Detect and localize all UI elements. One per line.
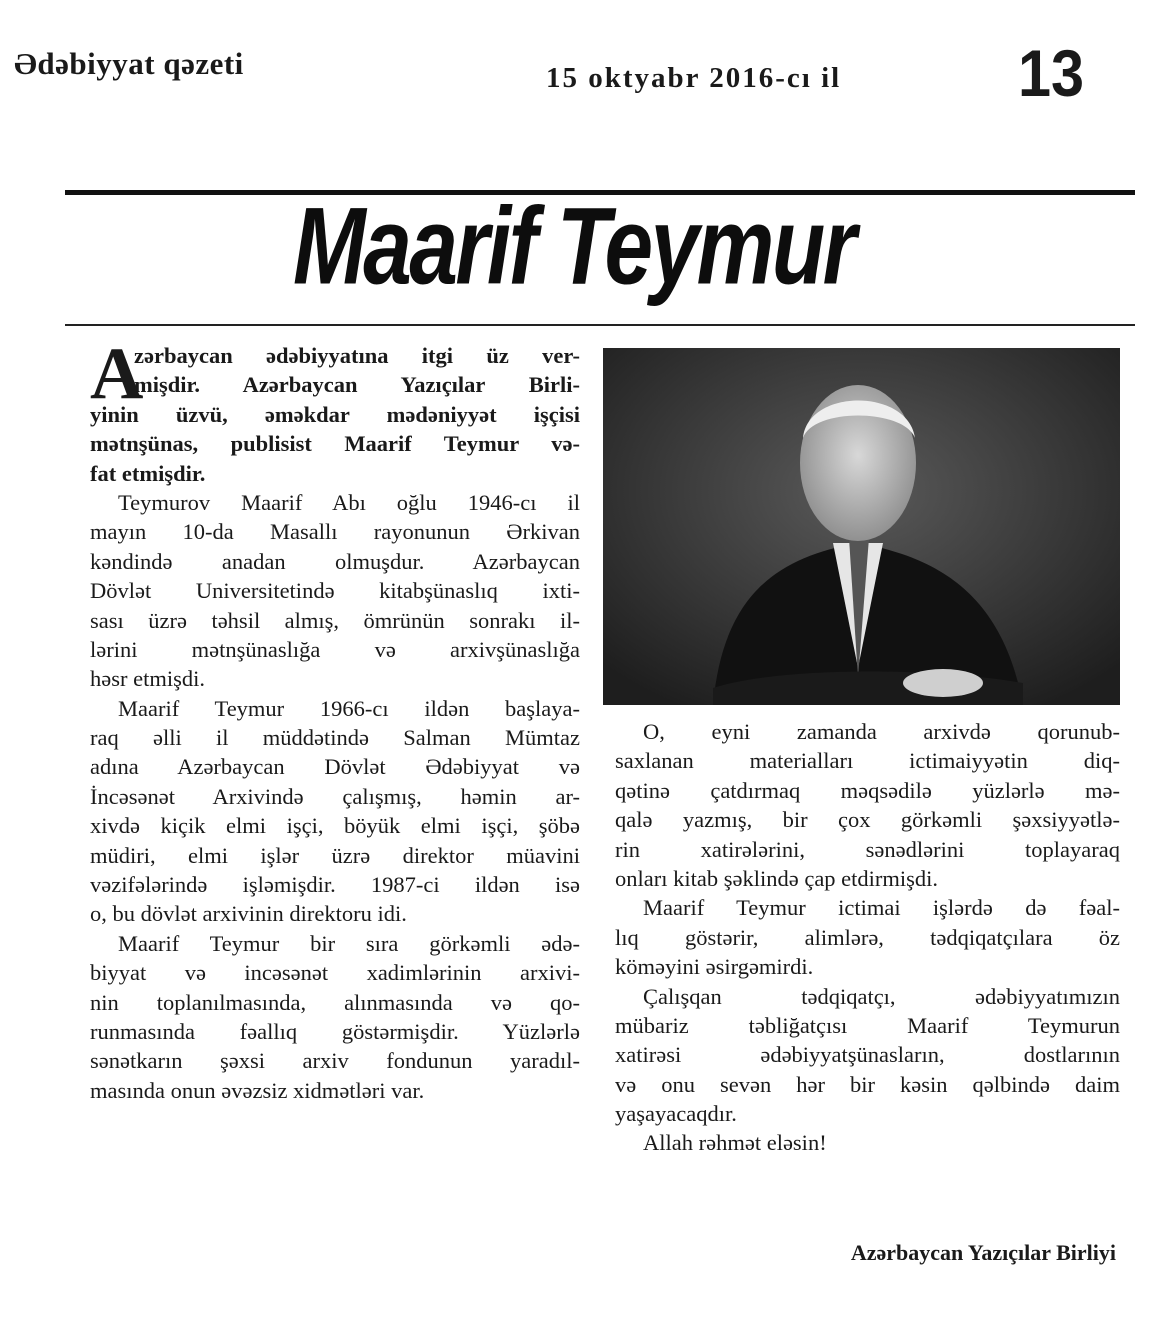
- text-line: Maarif Teymur ictimai işlərdə də fəal-: [643, 895, 1120, 921]
- paragraph: [615, 982, 1120, 1129]
- left-body: [90, 488, 580, 1105]
- text-line: kəndində anadan olmuşdur. Azərbaycan: [90, 548, 580, 574]
- text-line: köməyini əsirgəmirdi.: [615, 954, 814, 980]
- paragraph: [615, 1128, 1120, 1157]
- text-line: İncəsənət Arxivində çalışmış, həmin ar-: [90, 783, 580, 809]
- paragraph: [90, 488, 580, 694]
- newspaper-name: Ədəbiyyat qəzeti: [14, 46, 244, 81]
- text-line: O, eyni zamanda arxivdə qorunub-: [643, 719, 1120, 744]
- text-line: masında onun əvəzsiz xidmətləri var.: [90, 1077, 425, 1103]
- text-line: biyyat və incəsənət xadimlərinin arxivi-: [90, 960, 580, 986]
- text-line: zərbaycan ədəbiyyatına itgi üz ver-: [134, 343, 580, 368]
- text-line: vəzifələrində işləmişdir. 1987-ci ildən isə: [90, 872, 580, 898]
- text-line: və onu sevən hər bir kəsin qəlbində daim: [615, 1071, 1120, 1097]
- text-line: o, bu dövlət arxivinin direktoru idi.: [90, 901, 407, 927]
- text-line: onları kitab şəklində çap etdirmişdi.: [615, 865, 939, 891]
- text-line: runmasında fəallıq göstərmişdir. Yüzlərlə: [90, 1018, 580, 1044]
- text-line: mətnşünas, publisist Maarif Teymur və-: [90, 431, 580, 457]
- text-line: saxlanan materialları ictimaiyyətin diq-: [615, 748, 1120, 774]
- text-line: raq əlli il müddətində Salman Mümtaz: [90, 725, 580, 751]
- text-line: Maarif Teymur 1966-cı ildən başlaya-: [118, 695, 580, 721]
- text-line: xivdə kiçik elmi işçi, böyük elmi işçi, şöbə: [90, 813, 580, 839]
- paragraph: [615, 893, 1120, 981]
- portrait-image: [603, 348, 1120, 705]
- issue-date: 15 oktyabr 2016-cı il: [546, 62, 842, 94]
- page-number: 13: [1018, 36, 1085, 110]
- left-column: [90, 333, 580, 1105]
- drop-cap: A: [90, 333, 144, 415]
- text-line: müdiri, elmi işlər üzrə direktor müavini: [90, 842, 580, 868]
- text-line: Çalışqan tədqiqatçı, ədəbiyyatımızın: [643, 983, 1120, 1009]
- paragraph: [90, 694, 580, 929]
- text-line: nin toplanılmasında, alınmasında və qo-: [90, 989, 580, 1015]
- text-line: yinin üzvü, əməkdar mədəniyyət işçisi: [90, 401, 580, 427]
- text-line: həsr etmişdi.: [90, 666, 205, 692]
- text-line: xatirəsi ədəbiyyatşünasların, dostlarının: [615, 1042, 1120, 1068]
- text-line: lərini mətnşünaslığa və arxivşünaslığa: [90, 636, 580, 662]
- right-column: [615, 717, 1120, 1158]
- text-line: sənətkarın şəxsi arxiv fondunun yaradıl-: [90, 1048, 580, 1074]
- portrait-photo: [603, 348, 1120, 705]
- text-line: yaşayacaqdır.: [615, 1101, 737, 1127]
- text-line: adına Azərbaycan Dövlət Ədəbiyyat və: [90, 754, 580, 780]
- text-line: rin xatirələrini, sənədlərini toplayaraq: [615, 836, 1120, 862]
- text-line: lıq göstərir, alimlərə, tədqiqatçılara öz: [615, 924, 1120, 950]
- lead-paragraph: [90, 333, 580, 488]
- text-line: mişdir. Azərbaycan Yazıçılar Birli-: [134, 372, 580, 398]
- paragraph: [615, 717, 1120, 893]
- text-line: qalə yazmış, bir çox görkəmli şəxsiyyətlə-: [615, 807, 1120, 833]
- signature: Azərbaycan Yazıçılar Birliyi: [850, 1240, 1116, 1265]
- text-line: qətinə çatdırmaq məqsədilə yüzlərlə mə-: [615, 777, 1120, 803]
- text-line: Dövlət Universitetində kitabşünaslıq ixti-: [90, 578, 580, 604]
- paragraph: [90, 929, 580, 1105]
- text-line: mübariz təbliğatçısı Maarif Teymurun: [615, 1012, 1120, 1038]
- article-title: Maarif Teymur: [293, 186, 855, 308]
- text-line: fat etmişdir.: [90, 460, 206, 486]
- text-line: mayın 10-da Masallı rayonunun Ərkivan: [90, 519, 580, 545]
- text-line: sası üzrə təhsil almış, ömrünün sonrakı il-: [90, 607, 580, 633]
- text-line: Teymurov Maarif Abı oğlu 1946-cı il: [118, 489, 580, 515]
- text-line: Allah rəhmət eləsin!: [643, 1130, 827, 1156]
- title-rule-divider: [65, 324, 1135, 326]
- text-line: Maarif Teymur bir sıra görkəmli ədə-: [118, 930, 580, 956]
